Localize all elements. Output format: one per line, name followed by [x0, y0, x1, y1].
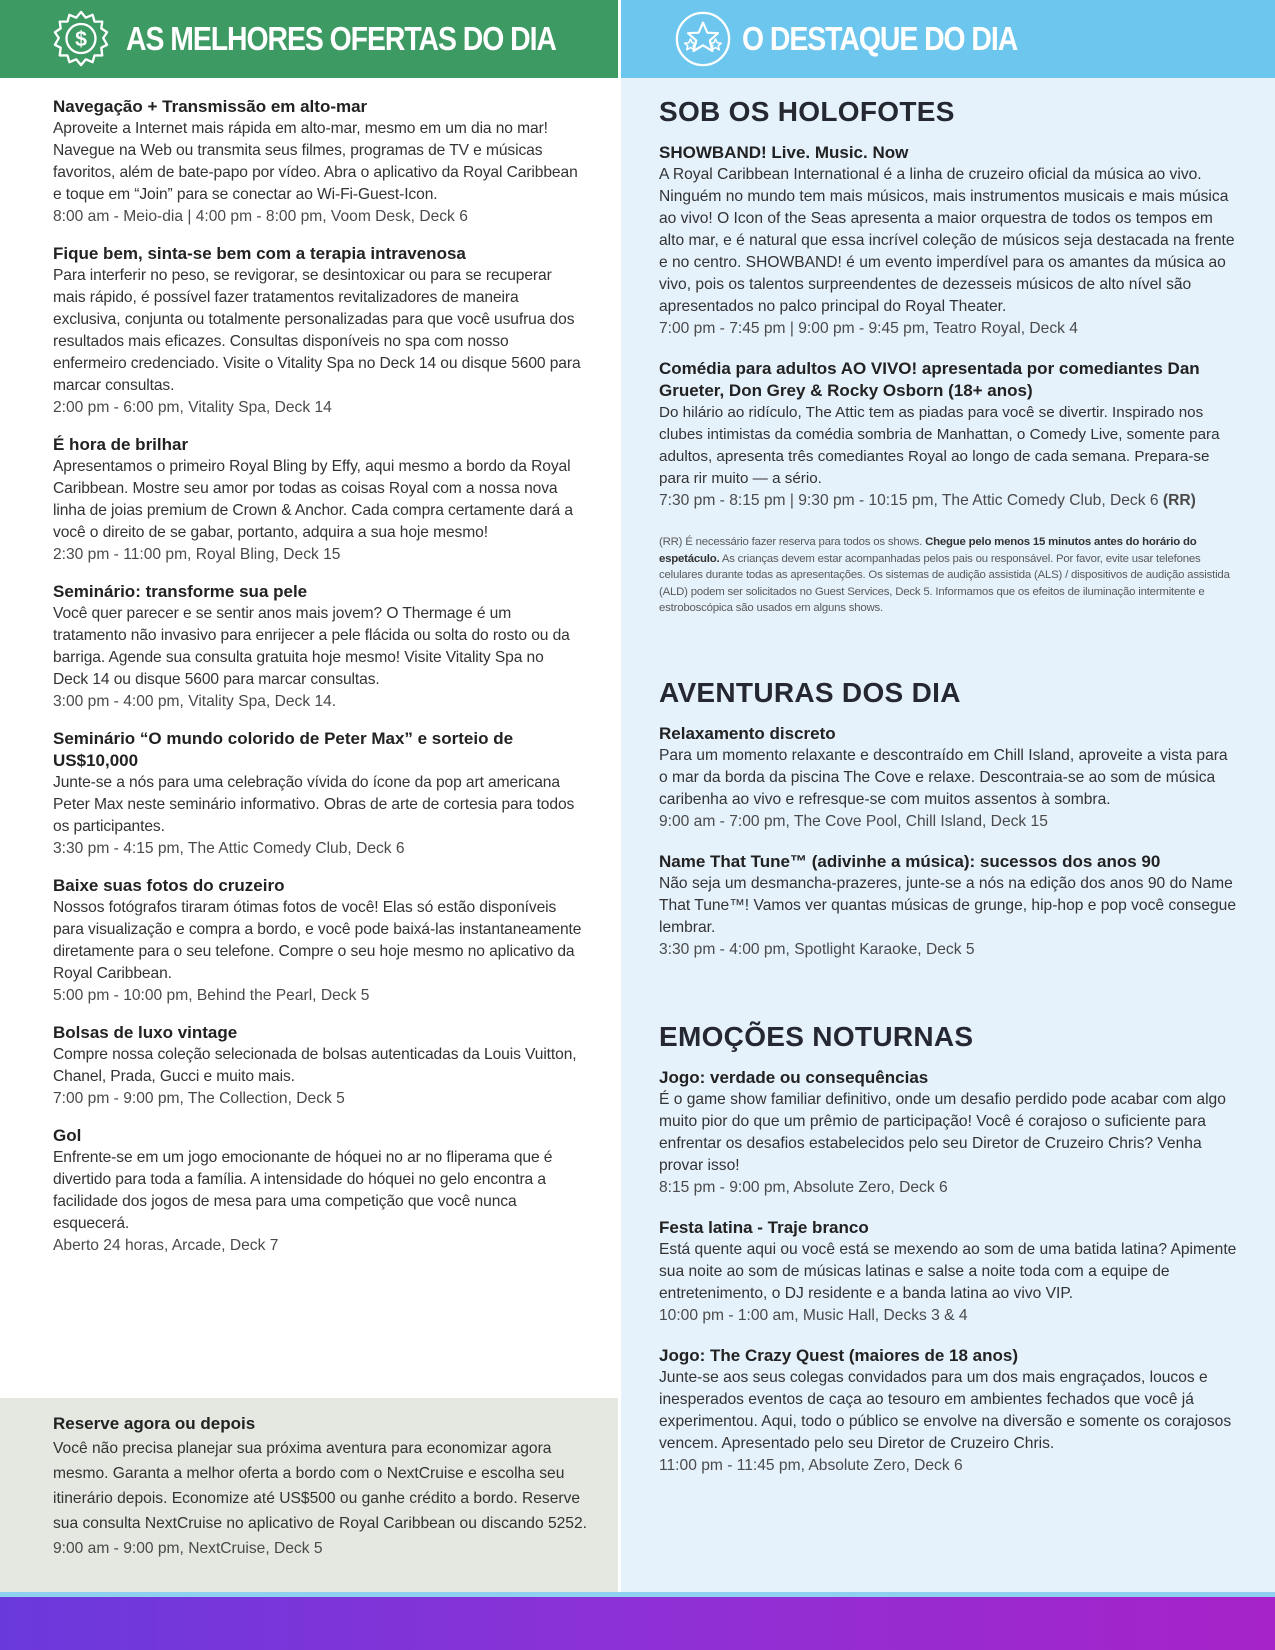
event-title: Festa latina - Traje branco: [659, 1217, 869, 1237]
offer-item: [53, 96, 583, 228]
offer-title: Gol: [53, 1126, 82, 1145]
event-time: 10:00 pm - 1:00 am, Music Hall, Decks 3 & 4: [659, 1306, 968, 1324]
event-time: 7:00 pm - 7:45 pm | 9:00 pm - 9:45 pm, Teatro Royal, Deck 4: [659, 320, 1078, 337]
offer-time: 2:00 pm - 6:00 pm, Vitality Spa, Deck 14: [53, 399, 332, 416]
event-title: Jogo: verdade ou consequências: [659, 1067, 929, 1087]
offer-item: [53, 875, 583, 1007]
offer-item: [53, 1022, 583, 1110]
event-description: Para um momento relaxante e descontraído em Chill Island, aproveite a vista para o mar da borda da piscina The Cove e relaxe. Descontraia-se ao som de música caribenha ao vivo e refresque-se com muitos assentos à sombra.: [659, 746, 1228, 808]
reserve-time: 9:00 am - 9:00 pm, NextCruise, Deck 5: [53, 1540, 323, 1557]
offer-time: Aberto 24 horas, Arcade, Deck 7: [53, 1237, 279, 1254]
offer-title: Navegação + Transmissão em alto-mar: [53, 97, 368, 116]
event-title: Relaxamento discreto: [659, 723, 836, 743]
offer-item: [53, 434, 583, 566]
offer-description: Enfrente-se em um jogo emocionante de hóquei no ar no fliperama que é divertido para toda a família. A intensidade do hóquei no gelo encontra a facilidade dos jogos de mesa para uma competição que você nunca esquecerá.: [53, 1149, 553, 1232]
offer-description: Nossos fotógrafos tiraram ótimas fotos de você! Elas só estão disponíveis para visualização e compra a bordo, e você pode baixá-las instantaneamente diretamente para o seu telefone. Compre o seu hoje mesmo no aplicativo da Royal Caribbean.: [53, 899, 582, 982]
section-title-night: EMOÇÕES NOTURNAS: [659, 1020, 974, 1052]
event-title: Comédia para adultos AO VIVO! apresentada por comediantes Dan Grueter, Don Grey & Rocky Osborn (18+ anos): [659, 359, 1200, 400]
event-description: É o game show familiar definitivo, onde um desafio perdido pode acabar com algo muito pior do que um prêmio de participação! Você é corajoso o suficiente para enfrentar os desafios estabelecidos pelo seu Diretor de Cruzeiro Chris? Venha provar isso!: [659, 1090, 1226, 1174]
event-item: [659, 1217, 1239, 1327]
event-item: [659, 723, 1239, 833]
reservation-required-badge: (RR): [1162, 492, 1196, 509]
reserve-promo-box: [0, 1398, 618, 1595]
event-item: [659, 851, 1239, 961]
event-description: Junte-se aos seus colegas convidados para um dos mais engraçados, loucos e inesperados eventos de caça ao tesouro em ambientes fechados que você já experimentou. Aqui, todo o público se envolve na diversão e somente os corajosos vencem. Apresentado pelo seu Diretor de Cruzeiro Chris.: [659, 1368, 1232, 1452]
event-time: 3:30 pm - 4:00 pm, Spotlight Karaoke, Deck 5: [659, 940, 975, 958]
offer-time: 7:00 pm - 9:00 pm, The Collection, Deck 5: [53, 1090, 345, 1107]
section-title-adventures: AVENTURAS DOS DIA: [659, 676, 961, 708]
event-time: 8:15 pm - 9:00 pm, Absolute Zero, Deck 6: [659, 1178, 948, 1196]
offer-description: Apresentamos o primeiro Royal Bling by Effy, aqui mesmo a bordo da Royal Caribbean. Mostre seu amor por todas as coisas Royal com a nossa nova linha de joias premium de Crown & Anchor. Cada compra certamente dará a você o direito de se gabar, portanto, adquira a sua hoje mesmo!: [53, 458, 573, 541]
event-description: A Royal Caribbean International é a linha de cruzeiro oficial da música ao vivo. Ninguém no mundo tem mais músicos, mais instrumentos musicais e mais música ao vivo! O Icon of the Seas apresenta a maior orquestra de todos os tempos em alto mar, e é natural que essa incrível coleção de músicos seja destacada na frente e no centro. SHOWBAND! é um evento imperdível para os amantes da música ao vivo, pois os talentos surpreendentes de dezesseis músicos de alto nível são apresentados no palco principal do Royal Theater.: [659, 166, 1235, 315]
stars-badge-icon: [674, 10, 732, 68]
event-title: SHOWBAND! Live. Music. Now: [659, 143, 909, 162]
shows-fine-print: [659, 534, 1239, 617]
offer-description: Compre nossa coleção selecionada de bolsas autenticadas da Louis Vuitton, Chanel, Prada, Gucci e muito mais.: [53, 1046, 577, 1085]
offer-title: Seminário “O mundo colorido de Peter Max” e sorteio de US$10,000: [53, 729, 514, 770]
offer-title: Baixe suas fotos do cruzeiro: [53, 876, 285, 895]
offers-list: [53, 96, 583, 1272]
event-item: [659, 1067, 1239, 1199]
header-title: O DESTAQUE DO DIA: [742, 20, 1018, 57]
svg-text:$: $: [75, 26, 87, 51]
offer-title: Seminário: transforme sua pele: [53, 582, 308, 601]
offer-time: 5:00 pm - 10:00 pm, Behind the Pearl, Deck 5: [53, 987, 370, 1004]
header-best-offers: [0, 0, 618, 78]
offer-item: [53, 728, 583, 860]
dollar-badge-icon: [52, 10, 110, 68]
event-time-row: [659, 490, 1239, 512]
event-description: Não seja um desmancha-prazeres, junte-se a nós na edição dos anos 90 do Name That Tune™! Vamos ver quantas músicas de grunge, hip-hop e pop você consegue lembrar.: [659, 874, 1237, 936]
offer-time: 3:00 pm - 4:00 pm, Vitality Spa, Deck 14.: [53, 693, 337, 710]
offer-title: É hora de brilhar: [53, 435, 189, 454]
event-description: Do hilário ao ridículo, The Attic tem as piadas para você se divertir. Inspirado nos clubes intimistas da comédia sombria de Manhattan, o Comedy Live, somente para adultos, apresenta três comediantes Royal ao longo de cada semana. Prepara-se para rir muito — a sério.: [659, 404, 1220, 487]
header-highlight: [621, 0, 1275, 78]
event-title: Name That Tune™ (adivinhe a música): sucessos dos anos 90: [659, 851, 1161, 871]
footer-gradient-bar: [0, 1597, 1275, 1650]
event-time: 9:00 am - 7:00 pm, The Cove Pool, Chill Island, Deck 15: [659, 812, 1048, 830]
offer-item: [53, 581, 583, 713]
offer-time: 2:30 pm - 11:00 pm, Royal Bling, Deck 15: [53, 546, 341, 563]
event-title: Jogo: The Crazy Quest (maiores de 18 anos): [659, 1345, 1018, 1365]
reserve-title: Reserve agora ou depois: [53, 1414, 256, 1433]
event-item: [659, 1345, 1239, 1477]
offer-time: 8:00 am - Meio-dia | 4:00 pm - 8:00 pm, Voom Desk, Deck 6: [53, 208, 468, 225]
event-item: [659, 142, 1239, 340]
fine-print-rest: As crianças devem estar acompanhadas pelos pais ou responsável. Por favor, evite usar telefones celulares durante todas as apresentações. Os sistemas de audição assistida (ALS) / dispositivos de audição assistida (ALD) podem ser solicitados no Guest Services, Deck 5. Informamos que os efeitos de iluminação intermitente e estroboscópica são usados em alguns shows.: [659, 552, 1230, 614]
offer-description: Aproveite a Internet mais rápida em alto-mar, mesmo em um dia no mar! Navegue na Web ou transmita seus filmes, programas de TV e músicas favoritos, além de bate-papo por vídeo. Abra o aplicativo da Royal Caribbean e toque em “Join” para se conectar ao Wi-Fi-Guest-Icon.: [53, 120, 578, 203]
event-time: 11:00 pm - 11:45 pm, Absolute Zero, Deck 6: [659, 1456, 963, 1474]
reserve-description: Você não precisa planejar sua próxima aventura para economizar agora mesmo. Garanta a melhor oferta a bordo com o NextCruise e escolha seu itinerário depois. Economize até US$500 ou ganhe crédito a bordo. Reserve sua consulta NextCruise no aplicativo de Royal Caribbean ou discando 5252.: [53, 1440, 587, 1532]
fine-print-start: (RR) É necessário fazer reserva para todos os shows.: [659, 536, 926, 548]
offer-description: Você quer parecer e se sentir anos mais jovem? O Thermage é um tratamento não invasivo para enrijecer a pele flácida ou solta do rosto ou da barriga. Agende sua consulta gratuita hoje mesmo! Visite Vitality Spa no Deck 14 ou disque 5600 para marcar consultas.: [53, 605, 570, 688]
event-description: Está quente aqui ou você está se mexendo ao som de uma batida latina? Apimente sua noite ao som de músicas latinas e salse a noite toda com a equipe de entretenimento, o DJ residente e a banda latina ao vivo VIP.: [659, 1240, 1237, 1302]
fine-print-bold: Chegue pelo menos 15 minutos antes do horário do espetáculo.: [659, 536, 1197, 565]
highlights-list: [659, 94, 1239, 1495]
offer-item: [53, 243, 583, 419]
offer-description: Junte-se a nós para uma celebração vívida do ícone da pop art americana Peter Max neste seminário informativo. Obras de arte de cortesia para todos os participantes.: [53, 774, 575, 835]
header-title: AS MELHORES OFERTAS DO DIA: [126, 20, 556, 57]
column-divider: [618, 0, 621, 1595]
offer-item: [53, 1125, 583, 1257]
offer-description: Para interferir no peso, se revigorar, se desintoxicar ou para se recuperar mais rápido, é possível fazer tratamentos revitalizadores de maneira exclusiva, conjunta ou totalmente personalizadas para que você usufrua dos resultados mais eficazes. Consultas disponíveis no spa com nosso enfermeiro credenciado. Visite o Vitality Spa no Deck 14 ou disque 5600 para marcar consultas.: [53, 267, 581, 394]
section-title-spotlight: SOB OS HOLOFOTES: [659, 96, 955, 127]
offer-time: 3:30 pm - 4:15 pm, The Attic Comedy Club, Deck 6: [53, 840, 405, 857]
offer-title: Bolsas de luxo vintage: [53, 1023, 238, 1042]
event-time: 7:30 pm - 8:15 pm | 9:30 pm - 10:15 pm, The Attic Comedy Club, Deck 6: [659, 492, 1159, 509]
offer-title: Fique bem, sinta-se bem com a terapia intravenosa: [53, 244, 466, 263]
event-item: [659, 358, 1239, 512]
